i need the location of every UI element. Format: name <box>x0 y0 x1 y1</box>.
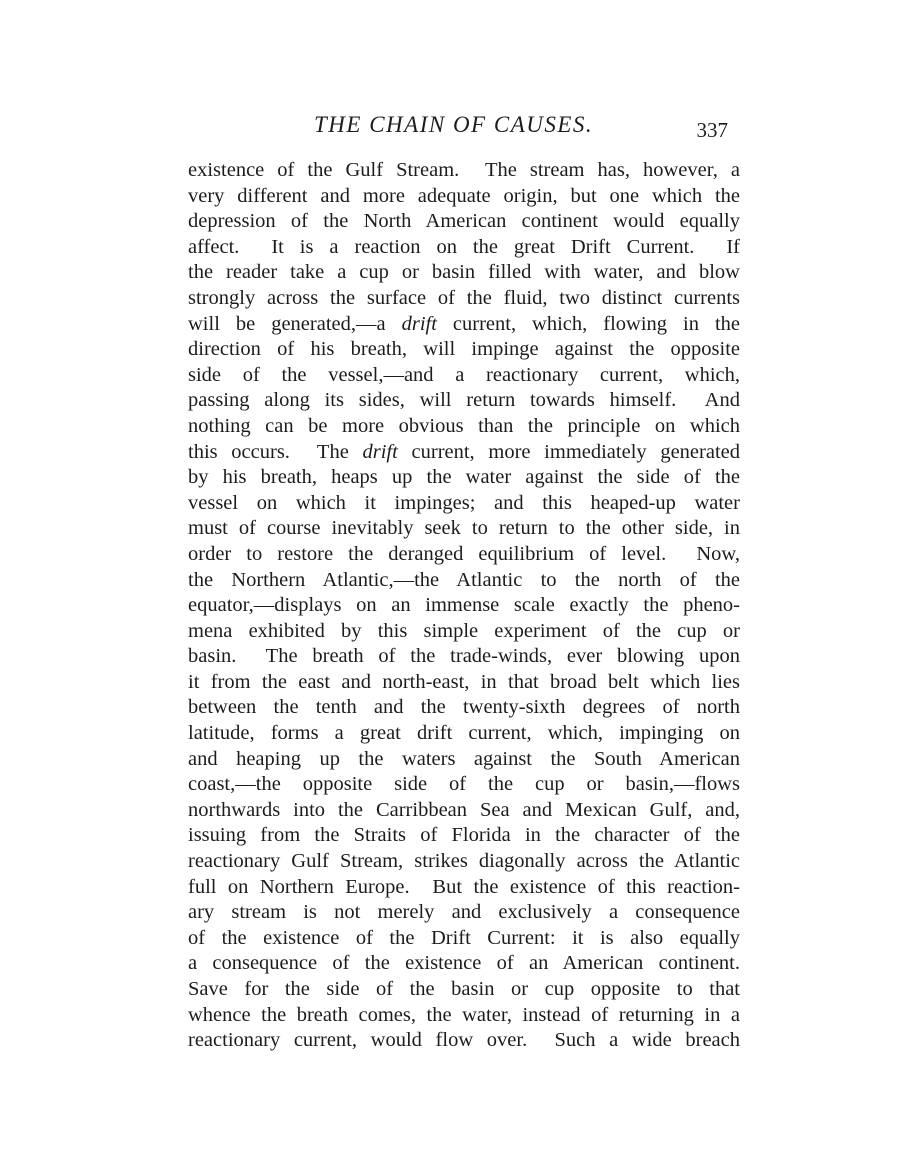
text-segment: order to restore the deranged equilibrium of level. Now, <box>188 542 740 565</box>
text-segment: reactionary current, would flow over. Such a wide breach <box>188 1029 740 1052</box>
text-line <box>188 1003 740 1029</box>
text-line <box>188 286 740 312</box>
text-line <box>188 235 740 261</box>
text-segment: a consequence of the existence of an American continent. <box>188 952 740 975</box>
text-segment: vessel on which it impinges; and this heaped-up water <box>188 491 740 514</box>
text-segment: direction of his breath, will impinge against the opposite <box>188 338 740 361</box>
text-line <box>188 951 740 977</box>
text-line <box>188 747 740 773</box>
text-line <box>188 260 740 286</box>
text-line <box>188 644 740 670</box>
text-segment: strongly across the surface of the fluid, two distinct currents <box>188 286 740 309</box>
text-line <box>188 363 740 389</box>
text-segment: equator,—displays on an immense scale exactly the pheno- <box>188 594 740 617</box>
text-segment: northwards into the Carribbean Sea and Mexican Gulf, and, <box>188 798 740 821</box>
text-line <box>188 900 740 926</box>
text-line <box>188 1028 740 1054</box>
text-line <box>188 670 740 696</box>
text-line <box>188 491 740 517</box>
text-segment: by his breath, heaps up the water against the side of the <box>188 466 740 489</box>
italic-word: drift <box>362 440 398 463</box>
text-line <box>188 977 740 1003</box>
text-segment: must of course inevitably seek to return to the other side, in <box>188 517 740 540</box>
text-segment: it from the east and north-east, in that broad belt which lies <box>188 670 740 693</box>
text-line <box>188 721 740 747</box>
text-line <box>188 465 740 491</box>
text-line <box>188 695 740 721</box>
text-segment: affect. It is a reaction on the great Drift Current. If <box>188 235 740 258</box>
text-segment: coast,—the opposite side of the cup or basin,—flows <box>188 773 740 796</box>
text-segment: existence of the Gulf Stream. The stream has, however, a <box>188 159 740 181</box>
text-line <box>188 619 740 645</box>
text-line <box>188 798 740 824</box>
text-line <box>188 875 740 901</box>
page-number: 337 <box>696 118 728 142</box>
text-line <box>188 209 740 235</box>
text-line <box>188 823 740 849</box>
text-segment: side of the vessel,—and a reactionary current, which, <box>188 363 740 386</box>
text-segment: very different and more adequate origin, but one which the <box>188 184 740 207</box>
text-segment: mena exhibited by this simple experiment of the cup or <box>188 619 740 642</box>
text-segment: of the existence of the Drift Current: it is also equally <box>188 926 740 949</box>
text-segment: passing along its sides, will return towards himself. And <box>188 389 740 412</box>
text-line <box>188 593 740 619</box>
text-line <box>188 849 740 875</box>
body-text <box>188 158 740 1054</box>
text-line <box>188 312 740 338</box>
text-segment: the reader take a cup or basin filled with water, and blow <box>188 261 740 284</box>
running-head <box>188 110 740 144</box>
text-segment: ary stream is not merely and exclusively a consequence <box>188 901 740 924</box>
text-line <box>188 337 740 363</box>
text-line <box>188 542 740 568</box>
text-segment: latitude, forms a great drift current, which, impinging on <box>188 722 740 745</box>
text-segment: whence the breath comes, the water, instead of returning in a <box>188 1003 740 1026</box>
text-segment: between the tenth and the twenty-sixth degrees of north <box>188 696 740 719</box>
text-line <box>188 516 740 542</box>
text-line <box>188 926 740 952</box>
text-line <box>188 440 740 466</box>
text-segment: full on Northern Europe. But the existence of this reaction- <box>188 875 740 898</box>
text-line <box>188 184 740 210</box>
text-line <box>188 158 740 184</box>
text-segment: basin. The breath of the trade-winds, ever blowing upon <box>188 645 740 668</box>
text-segment: will be generated,—a <box>188 312 402 335</box>
text-line <box>188 388 740 414</box>
text-segment: current, which, flowing in the <box>436 312 740 335</box>
text-segment: the Northern Atlantic,—the Atlantic to the north of the <box>188 568 740 591</box>
text-line <box>188 414 740 440</box>
text-segment: current, more immediately generated <box>397 440 741 463</box>
text-segment: Save for the side of the basin or cup opposite to that <box>188 978 740 1000</box>
text-segment: issuing from the Straits of Florida in the character of the <box>188 824 740 847</box>
italic-word: drift <box>401 312 437 335</box>
text-line <box>188 568 740 594</box>
text-segment: nothing can be more obvious than the principle on which <box>188 414 740 437</box>
text-segment: and heaping up the waters against the South American <box>188 747 740 770</box>
running-title: THE CHAIN OF CAUSES. <box>314 112 594 137</box>
text-segment: depression of the North American continent would equally <box>188 210 740 233</box>
text-segment: reactionary Gulf Stream, strikes diagonally across the Atlantic <box>188 850 740 873</box>
text-segment: this occurs. The <box>188 440 363 463</box>
text-line <box>188 772 740 798</box>
